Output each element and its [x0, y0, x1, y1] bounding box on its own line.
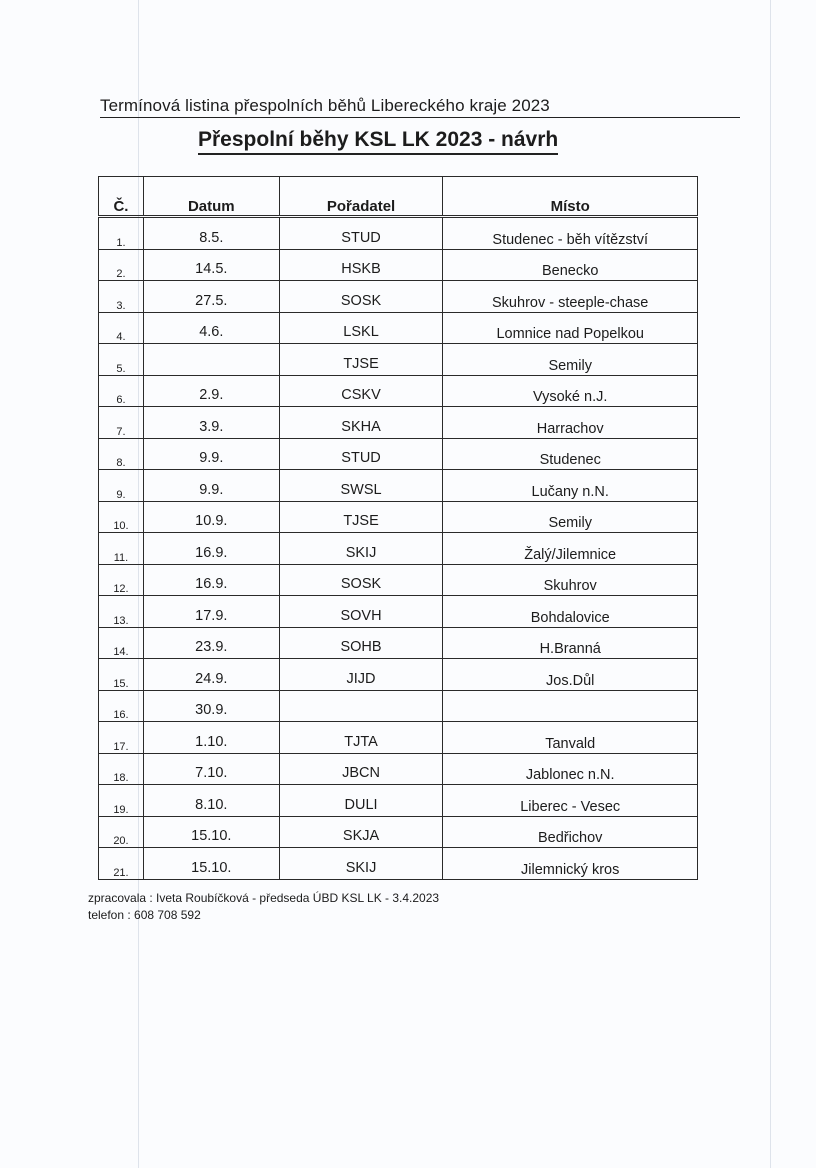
- row-place: Bedřichov: [537, 830, 603, 846]
- row-date: 4.6.: [199, 324, 224, 340]
- row-place: Skuhrov: [543, 578, 597, 594]
- row-organizer: JIJD: [346, 670, 376, 687]
- column-header-organizer: Pořadatel: [279, 177, 443, 217]
- row-date: 1.10.: [195, 733, 228, 750]
- row-organizer-cell: [279, 533, 443, 565]
- row-number-cell: [99, 407, 144, 439]
- row-number-cell: [99, 690, 144, 722]
- row-date: 3.9.: [199, 418, 224, 435]
- row-place-cell: [443, 249, 698, 281]
- row-place-cell: [443, 627, 698, 659]
- footer-phone: telefon : 608 708 592: [88, 908, 201, 922]
- row-organizer-cell: [279, 249, 443, 281]
- row-number: 2.: [116, 268, 126, 280]
- row-date: 9.9.: [199, 481, 224, 498]
- row-date-cell: [143, 564, 279, 596]
- row-date: 16.9.: [195, 576, 228, 592]
- row-organizer-cell: [279, 816, 443, 848]
- row-organizer: SOHB: [340, 639, 382, 655]
- row-number: 19.: [113, 803, 129, 816]
- row-number-cell: [99, 312, 144, 344]
- table-row: [99, 533, 698, 565]
- row-number-cell: [99, 470, 144, 502]
- row-place: Jilemnický kros: [521, 861, 620, 878]
- row-number: 10.: [113, 520, 129, 532]
- row-organizer-cell: [279, 690, 443, 722]
- row-number-cell: [99, 722, 144, 754]
- row-number: 16.: [113, 709, 129, 721]
- document-heading: Termínová listina přespolních běhů Libereckého kraje 2023: [100, 96, 740, 118]
- scan-artifact-line: [770, 0, 771, 1168]
- row-place: Žalý/Jilemnice: [524, 546, 617, 563]
- row-number: 21.: [113, 866, 129, 879]
- row-organizer-cell: [279, 217, 443, 250]
- row-place-cell: [443, 344, 698, 376]
- table-row: [99, 501, 698, 533]
- row-number-cell: [99, 533, 144, 565]
- row-organizer-cell: [279, 753, 443, 785]
- row-place-cell: [443, 596, 698, 628]
- row-number-cell: [99, 249, 144, 281]
- row-number: 14.: [113, 646, 129, 658]
- table-row: [99, 753, 698, 785]
- row-place: Harrachov: [536, 420, 604, 437]
- row-organizer: JBCN: [342, 765, 380, 781]
- row-number: 1.: [116, 236, 126, 249]
- row-organizer: SKIJ: [345, 544, 377, 561]
- row-number: 15.: [113, 677, 129, 690]
- row-organizer-cell: [279, 407, 443, 439]
- row-place: Studenec - běh vítězství: [492, 231, 648, 248]
- row-date: 15.10.: [191, 859, 232, 876]
- row-number: 9.: [116, 488, 126, 501]
- row-number: 3.: [116, 299, 126, 312]
- row-organizer-cell: [279, 722, 443, 754]
- column-header-num: Č.: [99, 177, 144, 217]
- row-place: H.Branná: [539, 641, 601, 657]
- row-place: Jos.Důl: [546, 672, 595, 689]
- table-row: [99, 375, 698, 407]
- row-organizer: SKIJ: [345, 859, 377, 876]
- row-place: Semily: [548, 357, 592, 374]
- row-date: 17.9.: [195, 607, 228, 624]
- row-organizer-cell: [279, 312, 443, 344]
- row-place: Liberec - Vesec: [520, 798, 621, 815]
- row-place-cell: [443, 848, 698, 880]
- row-number-cell: [99, 816, 144, 848]
- row-organizer-cell: [279, 344, 443, 376]
- row-number-cell: [99, 438, 144, 470]
- row-date-cell: [143, 627, 279, 659]
- document-footer: [88, 890, 439, 924]
- row-place: Vysoké n.J.: [532, 389, 608, 405]
- row-place: Lučany n.N.: [531, 483, 609, 500]
- table-row: [99, 659, 698, 691]
- row-number: 17.: [113, 740, 129, 753]
- row-number-cell: [99, 217, 144, 250]
- row-place-cell: [443, 407, 698, 439]
- row-number: 6.: [116, 394, 126, 406]
- row-organizer-cell: [279, 596, 443, 628]
- race-schedule-table: [98, 176, 698, 880]
- table-row: [99, 217, 698, 250]
- row-organizer: STUD: [341, 450, 381, 466]
- row-number-cell: [99, 848, 144, 880]
- row-number: 7.: [116, 425, 126, 438]
- row-organizer-cell: [279, 281, 443, 313]
- table-row: [99, 438, 698, 470]
- row-place: Bohdalovice: [530, 609, 610, 626]
- row-organizer: HSKB: [341, 261, 381, 277]
- row-number-cell: [99, 753, 144, 785]
- row-organizer: LSKL: [343, 324, 379, 340]
- document-title: Přespolní běhy KSL LK 2023 - návrh: [198, 128, 558, 155]
- row-place-cell: [443, 659, 698, 691]
- row-date-cell: [143, 470, 279, 502]
- row-number-cell: [99, 596, 144, 628]
- footer-prepared-by: zpracovala : Iveta Roubíčková - předseda ÚBD KSL LK - 3.4.2023: [88, 891, 440, 905]
- row-organizer-cell: [279, 438, 443, 470]
- table-header-row: [99, 177, 698, 217]
- row-organizer: SWSL: [340, 481, 382, 498]
- row-place-cell: [443, 690, 698, 722]
- row-organizer-cell: [279, 627, 443, 659]
- row-number-cell: [99, 344, 144, 376]
- table-row: [99, 785, 698, 817]
- table-row: [99, 249, 698, 281]
- column-header-place: Místo: [443, 177, 698, 217]
- row-date-cell: [143, 438, 279, 470]
- row-place: Studenec: [539, 452, 601, 468]
- row-number-cell: [99, 564, 144, 596]
- table-row: [99, 690, 698, 722]
- row-place-cell: [443, 438, 698, 470]
- table-row: [99, 470, 698, 502]
- row-organizer: TJSE: [343, 355, 379, 372]
- row-date-cell: [143, 659, 279, 691]
- row-date: 10.9.: [195, 513, 228, 529]
- row-date: 8.10.: [195, 796, 228, 813]
- row-number-cell: [99, 659, 144, 691]
- row-place: Lomnice nad Popelkou: [496, 326, 644, 342]
- row-date: 30.9.: [195, 702, 228, 718]
- row-number: 13.: [113, 614, 129, 627]
- row-date-cell: [143, 533, 279, 565]
- row-organizer: STUD: [341, 229, 381, 246]
- row-number-cell: [99, 501, 144, 533]
- row-date-cell: [143, 281, 279, 313]
- row-organizer: CSKV: [341, 387, 381, 403]
- row-date: 8.5.: [199, 229, 224, 246]
- row-date-cell: [143, 312, 279, 344]
- table-row: [99, 564, 698, 596]
- row-place-cell: [443, 753, 698, 785]
- row-number: 18.: [113, 772, 129, 784]
- row-number-cell: [99, 281, 144, 313]
- row-place: Tanvald: [545, 735, 596, 752]
- row-place-cell: [443, 816, 698, 848]
- row-organizer: SKJA: [342, 828, 380, 844]
- row-number: 4.: [116, 331, 126, 343]
- row-date-cell: [143, 848, 279, 880]
- row-number: 5.: [116, 362, 126, 375]
- table-row: [99, 596, 698, 628]
- row-date-cell: [143, 249, 279, 281]
- row-organizer: TJSE: [343, 513, 379, 529]
- table-body: [99, 217, 698, 880]
- row-place-cell: [443, 533, 698, 565]
- row-date-cell: [143, 217, 279, 250]
- row-date-cell: [143, 375, 279, 407]
- row-date-cell: [143, 407, 279, 439]
- row-place-cell: [443, 501, 698, 533]
- row-date-cell: [143, 753, 279, 785]
- row-place-cell: [443, 722, 698, 754]
- row-organizer-cell: [279, 564, 443, 596]
- row-date: 15.10.: [191, 828, 232, 844]
- table-row: [99, 312, 698, 344]
- row-organizer: SOVH: [340, 607, 382, 624]
- row-place: Skuhrov - steeple-chase: [492, 294, 649, 311]
- row-date: 2.9.: [199, 387, 224, 403]
- row-number: 20.: [113, 835, 129, 847]
- row-place-cell: [443, 375, 698, 407]
- row-organizer-cell: [279, 659, 443, 691]
- row-place-cell: [443, 281, 698, 313]
- row-place-cell: [443, 564, 698, 596]
- row-organizer-cell: [279, 470, 443, 502]
- row-date-cell: [143, 785, 279, 817]
- row-number: 11.: [113, 551, 129, 564]
- row-date: 24.9.: [195, 670, 228, 687]
- row-organizer: TJTA: [344, 733, 378, 750]
- row-number-cell: [99, 785, 144, 817]
- table-row: [99, 627, 698, 659]
- table-row: [99, 816, 698, 848]
- table-row: [99, 722, 698, 754]
- row-date: 16.9.: [195, 544, 228, 561]
- row-date-cell: [143, 344, 279, 376]
- row-organizer-cell: [279, 785, 443, 817]
- column-header-date: Datum: [143, 177, 279, 217]
- row-place: Benecko: [541, 263, 599, 279]
- row-organizer-cell: [279, 375, 443, 407]
- row-organizer-cell: [279, 501, 443, 533]
- row-date-cell: [143, 501, 279, 533]
- row-date-cell: [143, 690, 279, 722]
- row-place-cell: [443, 217, 698, 250]
- table-row: [99, 848, 698, 880]
- row-place: Semily: [548, 515, 592, 531]
- row-date-cell: [143, 722, 279, 754]
- row-place-cell: [443, 470, 698, 502]
- row-date: 27.5.: [195, 292, 228, 309]
- row-number-cell: [99, 375, 144, 407]
- row-date-cell: [143, 816, 279, 848]
- table-row: [99, 344, 698, 376]
- row-date: 9.9.: [199, 450, 224, 466]
- table-row: [99, 407, 698, 439]
- row-organizer: SOSK: [340, 292, 382, 309]
- row-number: 8.: [116, 457, 126, 469]
- row-place-cell: [443, 312, 698, 344]
- row-date: 14.5.: [195, 261, 228, 277]
- row-date-cell: [143, 596, 279, 628]
- row-date: 23.9.: [195, 639, 228, 655]
- row-place-cell: [443, 785, 698, 817]
- row-organizer: SOSK: [340, 576, 382, 592]
- row-place: Jablonec n.N.: [525, 767, 615, 783]
- row-organizer-cell: [279, 848, 443, 880]
- row-organizer: SKHA: [341, 418, 381, 435]
- row-organizer: DULI: [344, 796, 378, 813]
- row-number: 12.: [113, 583, 129, 595]
- row-date: 7.10.: [195, 765, 228, 781]
- row-number-cell: [99, 627, 144, 659]
- table-row: [99, 281, 698, 313]
